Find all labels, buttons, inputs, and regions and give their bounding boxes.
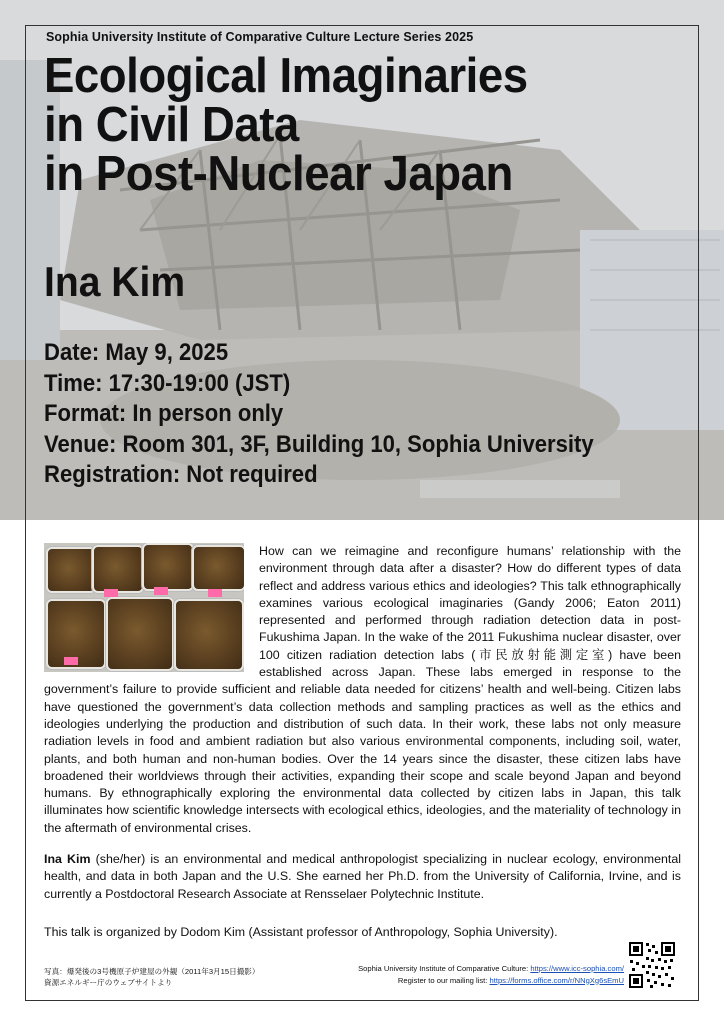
detail-time: Time: 17:30-19:00 (JST) xyxy=(44,369,291,397)
icc-website-link[interactable]: https://www.icc-sophia.com/ xyxy=(530,964,624,973)
title-line: in Post-Nuclear Japan xyxy=(44,147,513,201)
detail-registration: Registration: Not required xyxy=(44,461,318,488)
abstract-text: How can we reimagine and reconfigure humans’ relationship with the environment through data after a disaster? How do different types of data reflect and address various ethics and ideologies? This talk ethnographically examines various ecological imaginaries (Gandy 2006; Eaton 2011) represented and performed through radiation detection data in post-Fukushima Japan. In the wake of the 2011 Fukushima nuclear disaster, over 100 citizen radiation detection labs (市民放射能測定室) have been established across Japan. These labs emerged in response to the government’s failure to provide sufficient and reliable data needed for citizens’ health and well-being. Citizen labs have questioned the government’s data collection methods and sampling practices as well as the ethics and ideologies underlying the production and distribution of such data. In their work, these labs not only measure radiation levels in food and ambient radiation but also various environmental components, including soil, water, plants, and both human and non-human bodies. Over the 14 years since the disaster, these citizen labs have broadened their worldviews through their activities, expanding their scope and scale beyond Japan and beyond humans. By ethnographically exploring the environmental data collected by citizen labs in Japan, this talk illuminates how scientific knowledge intersects with ecological ethics, ideologies, and the materiality of technology in the aftermath of environmental crises. xyxy=(44,544,681,835)
title-line: in Civil Data xyxy=(44,98,299,152)
qr-code-icon xyxy=(628,941,676,989)
photo-credit-line: 写真：爆発後の3号機原子炉建屋の外観（2011年3月15日撮影） xyxy=(44,967,260,976)
event-details xyxy=(44,338,594,491)
mailing-label: Register to our mailing list: xyxy=(397,975,490,985)
bio-name: Ina Kim xyxy=(44,852,91,866)
qr-code[interactable] xyxy=(628,941,676,989)
speaker-bio xyxy=(44,851,681,903)
photo-credit-line: 資源エネルギー庁のウェブサイトより xyxy=(44,977,173,987)
organizer-note: This talk is organized by Dodom Kim (Assistant professor of Anthropology, Sophia University). xyxy=(44,925,558,939)
footer-links xyxy=(358,963,624,986)
detail-format: Format: In person only xyxy=(44,400,284,427)
event-title xyxy=(44,49,528,201)
speaker-name: Ina Kim xyxy=(44,258,186,305)
icc-label: Sophia University Institute of Comparative Culture: xyxy=(358,964,531,973)
photo-credit xyxy=(44,967,259,988)
soil-samples-photo xyxy=(44,543,244,672)
detail-date: Date: May 9, 2025 xyxy=(44,339,229,366)
bio-text: (she/her) is an environmental and medical anthropologist specializing in nuclear ecology, environmental health, and data in both Japan and the U.S. She earned her Ph.D. from the University of California, Irvine, and is currently a Postdoctoral Research Associate at Rensselaer Polytechnic Institute. xyxy=(44,852,681,901)
title-line: Ecological Imaginaries xyxy=(44,49,528,103)
lecture-series-label: Sophia University Institute of Comparative Culture Lecture Series 2025 xyxy=(46,30,474,44)
detail-venue: Venue: Room 301, 3F, Building 10, Sophia University xyxy=(44,430,594,458)
mailing-list-link[interactable]: https://forms.office.com/r/NNgXg6sEmU xyxy=(489,975,624,985)
